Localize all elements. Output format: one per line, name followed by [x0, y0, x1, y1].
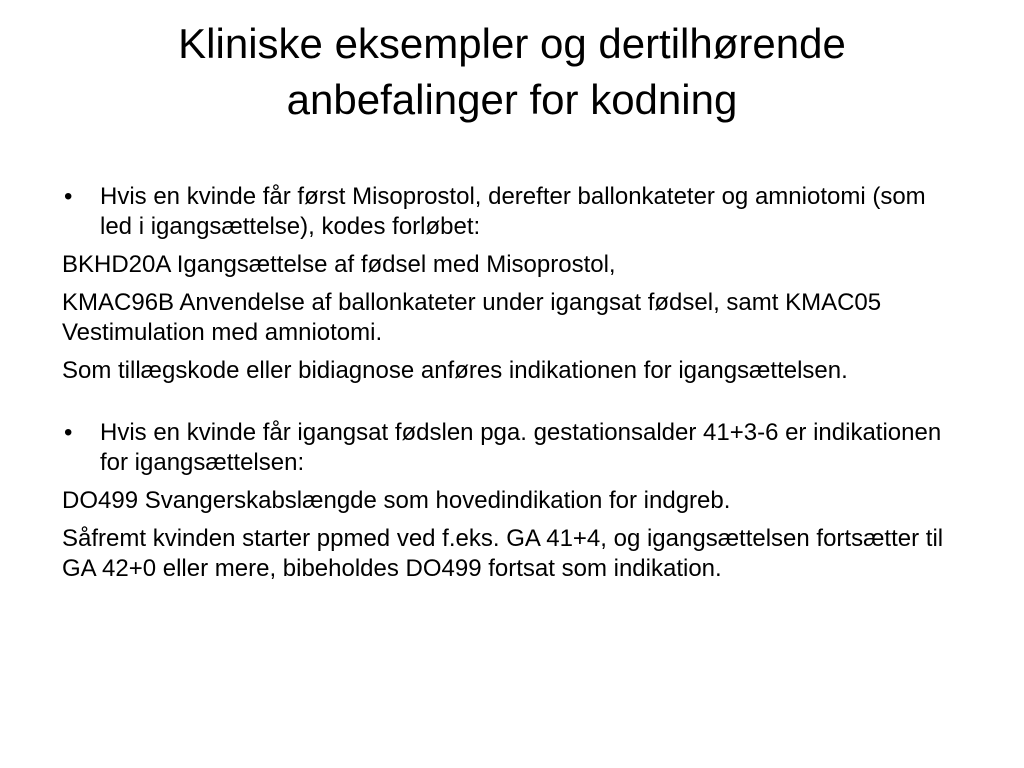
bullet-text-2: Hvis en kvinde får igangsat fødslen pga. gestationsalder 41+3-6 er indikationen for igangsættelsen: [100, 419, 942, 476]
code-line-do499: DO499 Svangerskabslængde som hovedindikation for indgreb. [62, 487, 731, 514]
slide-title-line-1: Kliniske eksempler og dertilhørende [178, 20, 846, 67]
code-line-bkhd20a: BKHD20A Igangsættelse af fødsel med Misoprostol, [62, 251, 616, 278]
continuation-note: Såfremt kvinden starter ppmed ved f.eks. GA 41+4, og igangsættelsen fortsætter til GA 42+0 eller mere, bibeholdes DO499 fortsat som indikation. [62, 525, 944, 582]
bullet-item-2 [62, 418, 962, 478]
bullet-dot-icon: • [64, 183, 73, 210]
bullet-item-1 [62, 182, 962, 242]
bullet-text-1: Hvis en kvinde får først Misoprostol, derefter ballonkateter og amniotomi (som led i igangsættelse), kodes forløbet: [100, 183, 926, 240]
slide-title-line-2: anbefalinger for kodning [286, 76, 738, 123]
bullet-dot-icon: • [64, 419, 73, 446]
slide-body [62, 182, 962, 584]
indication-note: Som tillægskode eller bidiagnose anføres indikationen for igangsættelsen. [62, 357, 848, 384]
slide-title [60, 16, 964, 128]
section-spacer [62, 386, 962, 418]
code-line-kmac96b: KMAC96B Anvendelse af ballonkateter under igangsat fødsel, samt KMAC05 Vestimulation med amniotomi. [62, 289, 882, 346]
